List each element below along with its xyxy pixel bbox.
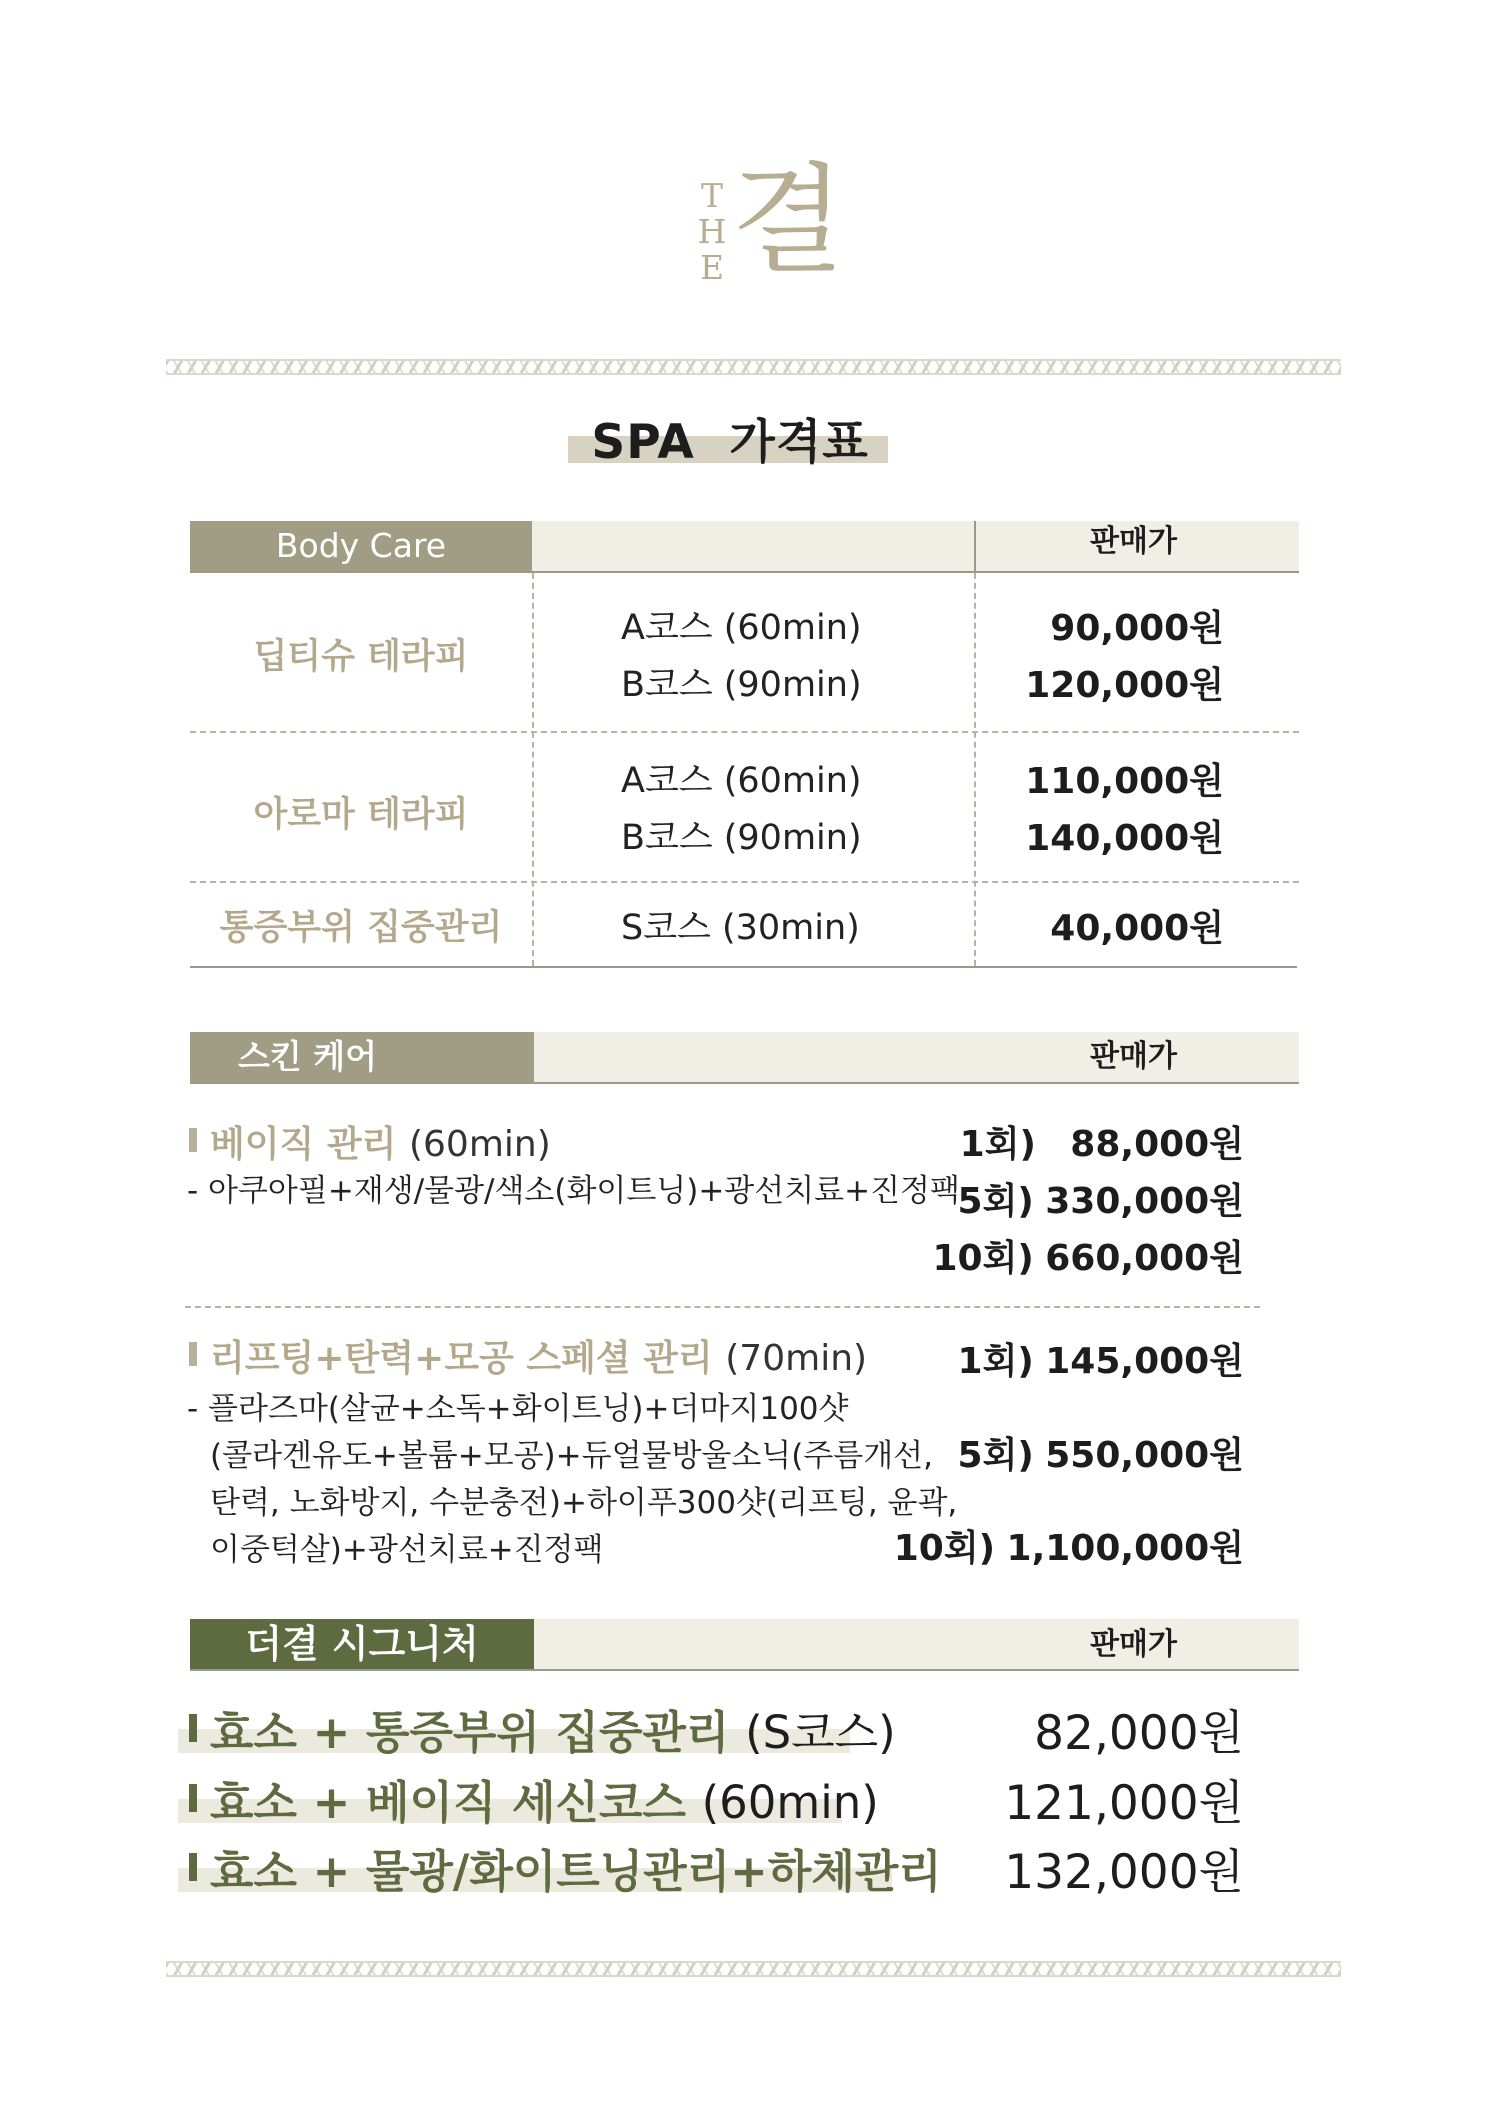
course: B코스 (90min) [621,665,862,705]
price-option: 5회) 550,000원 [957,1435,1244,1476]
skin-care-price-header: 판매가 [1090,1039,1177,1074]
body-care-price-header: 판매가 [1090,524,1177,559]
bullet [189,1784,197,1812]
price: 120,000원 [1025,665,1224,706]
header-divider [974,521,976,571]
price-option: 10회) 1,100,000원 [893,1528,1244,1569]
top-border [166,359,1341,375]
item-desc-line: - 플라즈마(살균+소독+화이트닝)+더마지100샷 [187,1391,849,1427]
row-name-pain-focus: 통증부위 집중관리 [219,908,503,948]
logo-the: T H E [697,176,727,287]
item-title-lifting: 리프팅+탄력+모공 스페셜 관리 (70min) [210,1338,868,1379]
bullet [189,1714,197,1742]
bullet [189,1853,197,1881]
price: 140,000원 [1025,818,1224,859]
skin-care-label: 스킨 케어 [190,1032,534,1082]
bottom-border [166,1961,1341,1977]
col-divider-2 [974,573,976,966]
item-title-basic: 베이직 관리 (60min) [210,1124,551,1165]
item-desc-line: (콜라겐유도+볼륨+모공)+듀얼물방울소닉(주름개선, [210,1438,933,1474]
course: S코스 (30min) [621,908,860,948]
signature-price-header: 판매가 [1090,1627,1177,1662]
signature-price: 121,000원 [1004,1776,1244,1831]
course: A코스 (60min) [621,761,862,801]
bullet [189,1342,197,1366]
table-bottom [190,966,1297,968]
bullet [189,1128,197,1152]
price-option: 1회) 88,000원 [959,1124,1244,1165]
price-option: 1회) 145,000원 [957,1341,1244,1382]
signature-price: 132,000원 [1004,1845,1244,1900]
course: B코스 (90min) [621,818,862,858]
row-divider-2 [190,881,1299,883]
item-divider [185,1306,1260,1308]
item-desc-line: 이중턱살)+광선치료+진정팩 [210,1532,604,1568]
body-care-label: Body Care [190,521,532,571]
signature-label: 더결 시그니처 [190,1619,534,1669]
price: 110,000원 [1025,761,1224,802]
price: 90,000원 [1050,608,1224,649]
signature-item: 효소 + 베이직 세신코스 (60min) [210,1776,879,1829]
item-desc-basic: - 아쿠아필+재생/물광/색소(화이트닝)+광선치료+진정팩 [187,1173,960,1209]
row-divider-1 [190,731,1299,733]
price-option: 5회) 330,000원 [957,1181,1244,1222]
course: A코스 (60min) [621,608,862,648]
price: 40,000원 [1050,908,1224,949]
row-name-deep-tissue: 딥티슈 테라피 [253,637,469,677]
price-option: 10회) 660,000원 [932,1238,1244,1279]
signature-item: 효소 + 통증부위 집중관리 (S코스) [210,1706,896,1759]
item-desc-line: 탄력, 노화방지, 수분충전)+하이푸300샷(리프팅, 윤곽, [210,1485,958,1521]
page-title: SPA 가격표 [591,415,869,470]
signature-price: 82,000원 [1034,1706,1244,1761]
logo-mark: 결 [731,151,845,289]
signature-item: 효소 + 물광/화이트닝관리+하체관리 [210,1845,942,1898]
col-divider-1 [532,573,534,966]
row-name-aroma: 아로마 테라피 [253,795,469,835]
